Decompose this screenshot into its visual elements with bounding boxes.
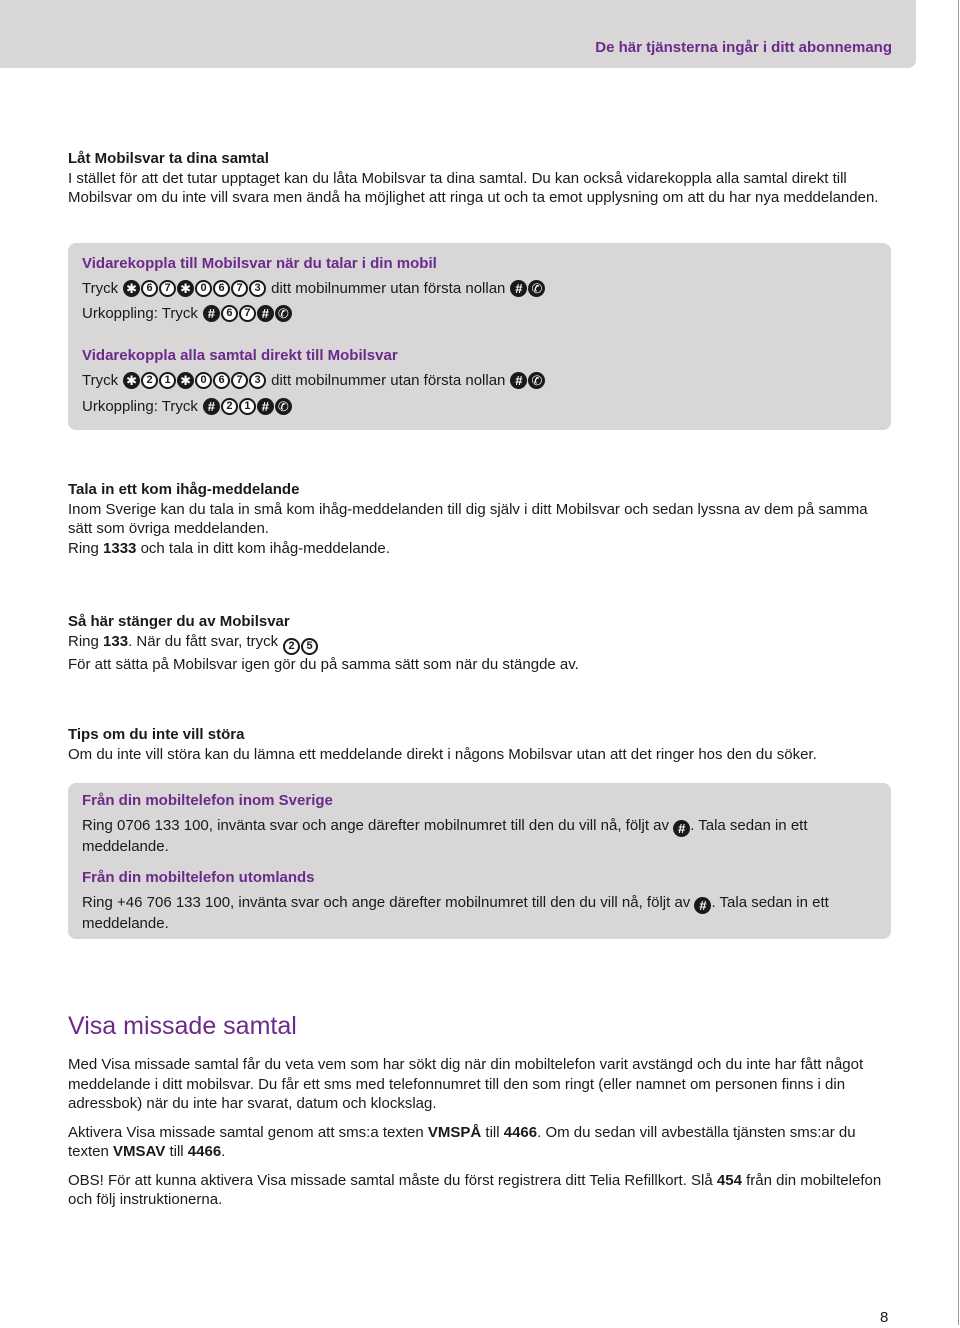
hash-key-icon: # — [203, 305, 220, 322]
tips-body: Om du inte vill störa kan du lämna ett meddelande direkt i någons Mobilsvar utan att det ringer hos den du söker. — [68, 745, 817, 763]
digit-7-key-icon: 7 — [159, 280, 176, 297]
key-sequence-end — [510, 372, 545, 389]
intro-body: I stället för att det tutar upptaget kan du låta Mobilsvar ta dina samtal. Du kan också vidarekoppla alla samtal direkt till Mobilsvar om du inte vill svara men ändå ha möjlighet att ringa ut och ta emot upplysning om att du har nya meddelanden. — [68, 169, 879, 206]
intro-section — [68, 149, 888, 208]
reminder-heading: Tala in ett kom ihåg-meddelande — [68, 481, 300, 498]
call-key-icon: ✆ — [275, 398, 292, 415]
digit-0-key-icon: 0 — [195, 372, 212, 389]
hash-key-icon: # — [203, 398, 220, 415]
sweden-heading: Från din mobiltelefon inom Sverige — [82, 792, 333, 809]
star-key-icon: ✱ — [177, 372, 194, 389]
digit-5-key-icon: 5 — [301, 638, 318, 655]
turnoff-ring-line: Ring 133. När du fått svar, tryck 2 5 — [68, 632, 888, 655]
star-key-icon: ✱ — [123, 372, 140, 389]
turnoff-section — [68, 612, 888, 674]
digit-2-key-icon: 2 — [221, 398, 238, 415]
star-key-icon: ✱ — [123, 280, 140, 297]
forward-busy-heading: Vidarekoppla till Mobilsvar när du talar i din mobil — [82, 255, 437, 272]
call-key-icon: ✆ — [528, 372, 545, 389]
digit-0-key-icon: 0 — [195, 280, 212, 297]
key-sequence — [203, 305, 292, 322]
digit-6-key-icon: 6 — [213, 280, 230, 297]
digit-7-key-icon: 7 — [231, 280, 248, 297]
digit-1-key-icon: 1 — [159, 372, 176, 389]
abroad-heading: Från din mobiltelefon utomlands — [82, 869, 315, 886]
page-edge-rule — [958, 0, 959, 1325]
digit-2-key-icon: 2 — [283, 638, 300, 655]
digit-1-key-icon: 1 — [239, 398, 256, 415]
missed-para3: OBS! För att kunna aktivera Visa missade samtal måste du först registrera ditt Telia Refillkort. Slå 454 från din mobiltelefon och följ instruktionerna. — [68, 1171, 882, 1208]
digit-7-key-icon: 7 — [231, 372, 248, 389]
reminder-body: Inom Sverige kan du tala in små kom ihåg-meddelanden till dig själv i ditt Mobilsvar och sedan lyssna av dem på samma sätt som övriga meddelanden. — [68, 500, 868, 537]
digit-3-key-icon: 3 — [249, 280, 266, 297]
forward-instructions-box — [68, 243, 891, 430]
key-sequence — [283, 638, 318, 655]
hash-key-icon: # — [673, 820, 690, 837]
missed-calls-title: Visa missade samtal — [68, 1012, 297, 1040]
turnoff-heading: Så här stänger du av Mobilsvar — [68, 613, 290, 630]
hash-key-icon: # — [694, 897, 711, 914]
digit-7-key-icon: 7 — [239, 305, 256, 322]
digit-2-key-icon: 2 — [141, 372, 158, 389]
reminder-ring-line: Ring 1333 och tala in ditt kom ihåg-meddelande. — [68, 539, 390, 557]
tips-instructions-box — [68, 783, 891, 939]
key-sequence — [123, 280, 266, 297]
reminder-section — [68, 480, 888, 558]
digit-6-key-icon: 6 — [141, 280, 158, 297]
forward-busy-deactivate: Urkoppling: Tryck # 6 7 # ✆ — [82, 304, 297, 324]
digit-6-key-icon: 6 — [221, 305, 238, 322]
call-key-icon: ✆ — [275, 305, 292, 322]
star-key-icon: ✱ — [177, 280, 194, 297]
tips-section — [68, 725, 888, 764]
hash-key-icon: # — [510, 280, 527, 297]
digit-6-key-icon: 6 — [213, 372, 230, 389]
hash-key-icon: # — [510, 372, 527, 389]
digit-3-key-icon: 3 — [249, 372, 266, 389]
tips-heading: Tips om du inte vill störa — [68, 726, 245, 743]
forward-all-deactivate: Urkoppling: Tryck # 2 1 # ✆ — [82, 397, 297, 417]
missed-para2: Aktivera Visa missade samtal genom att sms:a texten VMSPÅ till 4466. Om du sedan vill avbeställa tjänsten sms:ar du texten VMSAV till 4466. — [68, 1123, 856, 1160]
intro-heading: Låt Mobilsvar ta dina samtal — [68, 150, 269, 167]
call-key-icon: ✆ — [528, 280, 545, 297]
forward-all-activate: Tryck ✱ 2 1 ✱ 0 6 7 3 ditt mobilnummer utan första nollan # ✆ — [82, 371, 550, 391]
key-sequence-end — [510, 280, 545, 297]
forward-all-heading: Vidarekoppla alla samtal direkt till Mobilsvar — [82, 347, 398, 364]
header-bar — [0, 0, 916, 68]
key-sequence — [203, 398, 292, 415]
missed-calls-section — [68, 1055, 890, 1210]
missed-para1: Med Visa missade samtal får du veta vem som har sökt dig när din mobiltelefon varit avstängd och du inte har fått något meddelande i ditt mobilsvar. Du får ett sms med telefonnumret till den som ringt (eller namnet om personen finns i din adressbok) när du inte har svarat, datum och klockslag. — [68, 1056, 864, 1112]
hash-key-icon: # — [257, 305, 274, 322]
header-title: De här tjänsterna ingår i ditt abonnemang — [595, 39, 892, 56]
forward-busy-activate: Tryck ✱ 6 7 ✱ 0 6 7 3 ditt mobilnummer utan första nollan # ✆ — [82, 279, 550, 299]
hash-key-icon: # — [257, 398, 274, 415]
key-sequence — [123, 372, 266, 389]
turnoff-body: För att sätta på Mobilsvar igen gör du på samma sätt som när du stängde av. — [68, 655, 579, 673]
abroad-text: Ring +46 706 133 100, invänta svar och ange därefter mobilnumret till den du vill nå, följt av # . Tala sedan in ett meddelande. — [82, 893, 829, 932]
sweden-text: Ring 0706 133 100, invänta svar och ange därefter mobilnumret till den du vill nå, följt av # . Tala sedan in ett meddelande. — [82, 816, 808, 855]
page-number: 8 — [880, 1309, 889, 1326]
